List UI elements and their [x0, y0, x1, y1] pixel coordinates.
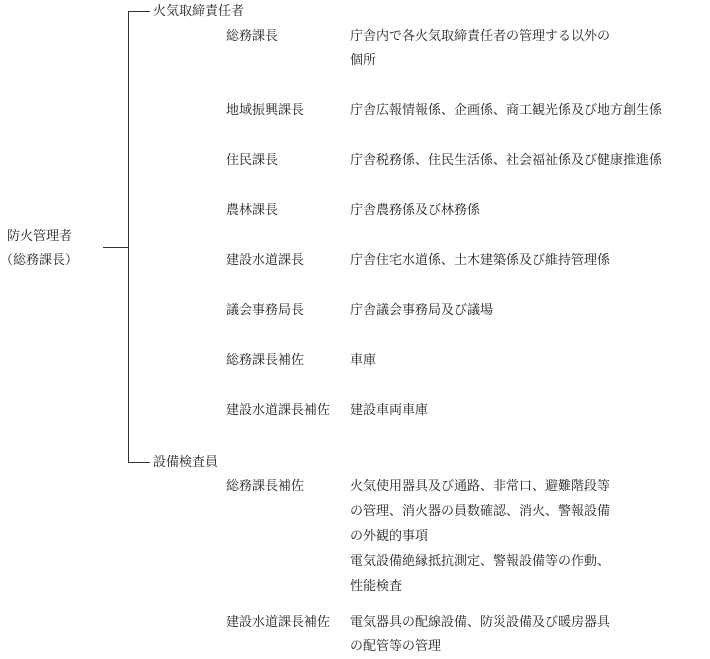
duty-line: 庁舎農務係及び林務係 — [350, 203, 481, 218]
root-subtitle: （総務課長） — [0, 253, 79, 268]
branch-connector-line — [128, 11, 150, 12]
duty-line: 庁舎住宅水道係、土木建築係及び維持管理係 — [350, 253, 611, 268]
role-label: 地域振興課長 — [226, 103, 305, 118]
branch-connector-line — [128, 462, 150, 463]
role-label: 総務課長補佐 — [226, 479, 305, 494]
duty-line: 電気設備絶縁抵抗測定、警報設備等の作動、 — [350, 554, 611, 569]
duty-line: 個所 — [350, 53, 377, 68]
duty-line: 庁舎議会事務局及び議場 — [350, 303, 494, 318]
role-label: 建設水道課長補佐 — [226, 615, 331, 630]
role-label: 建設水道課長 — [226, 253, 305, 268]
branch-label: 設備検査員 — [153, 455, 219, 470]
duty-line: 庁舎内で各火気取締責任者の管理する以外の — [350, 29, 611, 44]
root-title: 防火管理者 — [7, 229, 73, 244]
duty-line: 火気使用器具及び通路、非常口、避難階段等 — [350, 479, 611, 494]
duty-line: 車庫 — [350, 353, 377, 368]
duty-line: の管理、消火器の員数確認、消火、警報設備 — [350, 504, 611, 519]
tree-vertical-line — [128, 11, 129, 463]
role-label: 住民課長 — [226, 153, 279, 168]
role-label: 総務課長補佐 — [226, 353, 305, 368]
duty-line: 電気器具の配線設備、防災設備及び暖房器具 — [350, 615, 611, 630]
duty-line: 性能検査 — [350, 579, 403, 594]
duty-line: 庁舎税務係、住民生活係、社会福祉係及び健康推進係 — [350, 153, 663, 168]
role-label: 総務課長 — [226, 29, 279, 44]
branch-label: 火気取締責任者 — [153, 4, 245, 19]
duty-line: 庁舎広報情報係、企画係、商工観光係及び地方創生係 — [350, 103, 663, 118]
role-label: 議会事務局長 — [226, 303, 305, 318]
root-connector-line — [103, 247, 129, 248]
role-label: 建設水道課長補佐 — [226, 403, 331, 418]
duty-line: の外観的事項 — [350, 529, 429, 544]
duty-line: の配管等の管理 — [350, 639, 442, 654]
duty-line: 建設車両車庫 — [350, 403, 429, 418]
role-label: 農林課長 — [226, 203, 279, 218]
